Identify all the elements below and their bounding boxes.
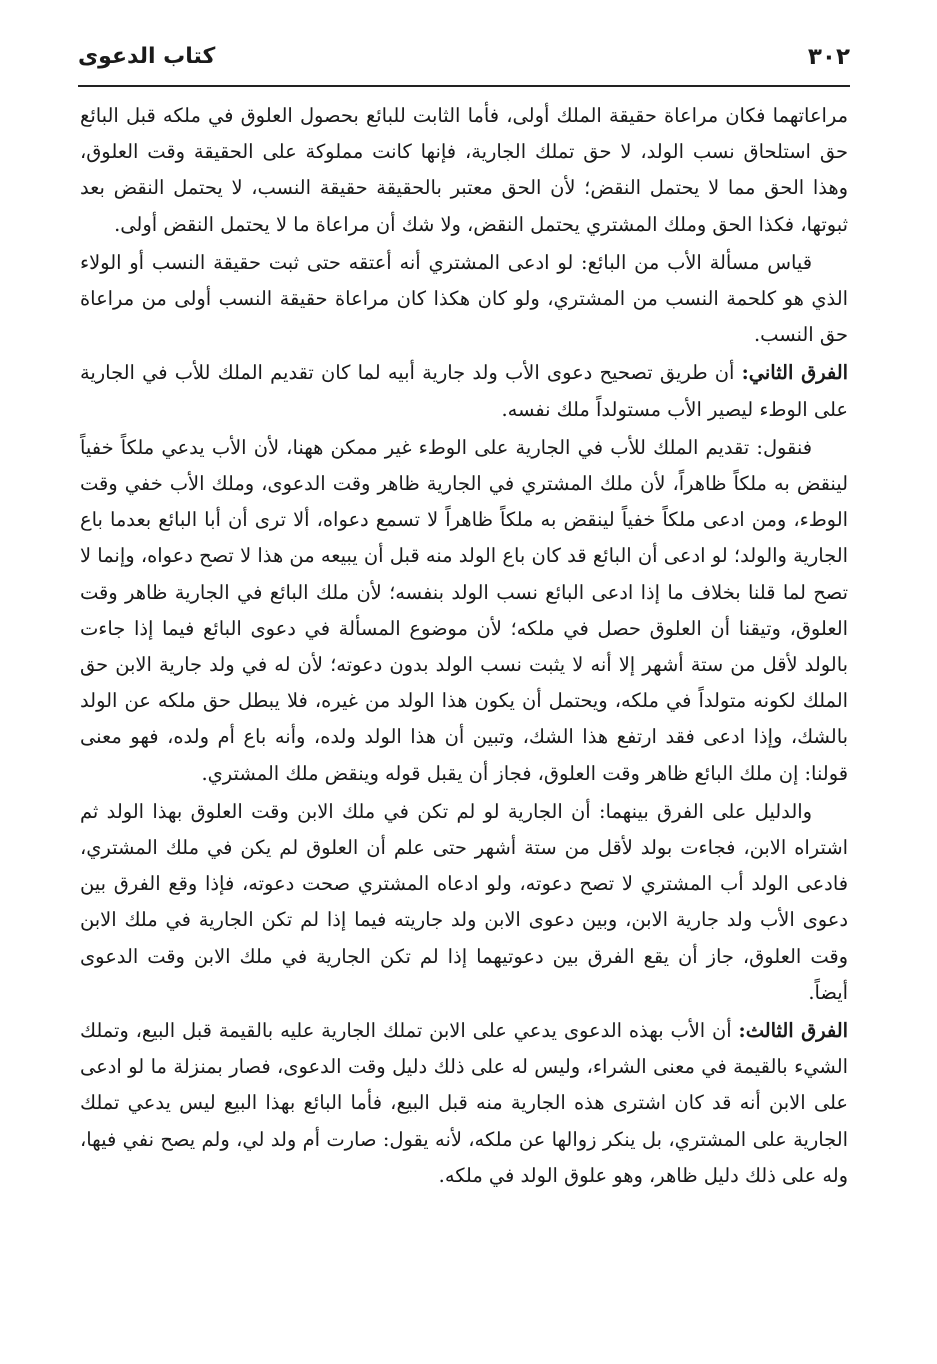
section-heading-third-difference: الفرق الثالث: — [738, 1019, 848, 1043]
paragraph-5 — [80, 794, 848, 1011]
paragraph-text: أن الأب بهذه الدعوى يدعي على الابن تملك الجارية عليه بالقيمة قبل البيع، وتملك الشيء بالقيمة في معنى الشراء، وليس له على ذلك دليل وقت الدعوى، فصار بمنزلة ما لو ادعى على الابن أنه قد كان اشترى هذه الجارية منه قبل البيع، فأما البائع بهذا البيع ليس يدعي تملك الجارية على المشتري، بل ينكر زوالها عن ملكه، لأنه يقول: صارت أم ولد لي، ولم يصح نفي فيها، وله على ذلك دليل ظاهر، وهو علوق الولد في ملكه. — [80, 1019, 848, 1187]
paragraph-1 — [80, 98, 848, 243]
book-title: كتاب الدعوى — [78, 44, 216, 69]
paragraph-4 — [80, 430, 848, 792]
page-number: ٣٠٢ — [807, 44, 850, 70]
paragraph-3 — [80, 355, 848, 427]
paragraph-text: فنقول: تقديم الملك للأب في الجارية على الوطء غير ممكن ههنا، لأن الأب يدعي ملكاً خفياً لينقض به ملكاً ظاهراً، لأن ملك المشتري في الجارية ظاهر وقت الدعوى، وملك الأب خفي وقت الوطء، ومن ادعى ملكاً خفياً لينقض به ملكاً ظاهراً لا تسمع دعواه، ألا ترى أن أبا البائع بعدما باع الجارية والولد؛ لو ادعى أن البائع قد كان باع الولد منه قبل أن يبيعه من هذا لا تصح دعواه، وإنما لا تصح لما قلنا بخلاف ما إذا ادعى البائع نسب الولد بنفسه؛ لأن ملك البائع في الجارية ظاهر وقت العلوق، وتيقنا أن العلوق حصل في ملكه؛ لأن موضوع المسألة في دعوى البائع فيما إذا جاءت بالولد لأقل من ستة أشهر إلا أنه لا يثبت نسب الولد بدون دعوته؛ لأن له في ولد جارية الابن حق الملك لكونه متولداً في ملكه، ويحتمل أن يكون هذا الولد من غيره، فلا يبطل حق ملكه عن الولد بالشك، وإذا ادعى فقد ارتفع هذا الشك، وتبين أن هذا الولد ولده، وأنه باع أم ولده، فهو معنى قولنا: إن ملك البائع ظاهر وقت العلوق، فجاز أن يقبل قوله وينقض ملك المشتري. — [80, 435, 848, 785]
paragraph-2 — [80, 245, 848, 354]
header-divider — [78, 85, 850, 87]
running-header — [78, 40, 850, 80]
paragraph-6 — [80, 1013, 848, 1194]
section-heading-second-difference: الفرق الثاني: — [741, 361, 848, 385]
paragraph-text: مراعاتهما فكان مراعاة حقيقة الملك أولى، فأما الثابت للبائع بحصول العلوق في ملكه قبل البائع حق استلحاق نسب الولد، لا حق تملك الجارية، فإنها كانت مملوكة على الحقيقة وقت العلوق، وهذا الحق مما لا يحتمل النقض؛ لأن الحق معتبر بالحقيقة حقيقة النسب، لا يحتمل النقض بعد ثبوتها، فكذا الحق وملك المشتري يحتمل النقض، ولا شك أن مراعاة ما لا يحتمل النقض أولى. — [80, 104, 848, 236]
paragraph-text: والدليل على الفرق بينهما: أن الجارية لو لم تكن في ملك الابن وقت العلوق بهذا الولد ثم اشتراه الابن، فجاءت بولد لأقل من ستة أشهر حتى علم أن العلوق لم يكن في ملك المشتري، فادعى الولد أب المشتري لا تصح دعوته، ولو ادعاه المشتري صحت دعوته، فإذا وقع الفرق بين دعوى الأب ولد جارية الابن، وبين دعوى الابن ولد جاريته فيما إذا لم تكن الجارية في ملك الابن وقت العلوق، جاز أن يقع الفرق بين دعوتيهما إذا لم تكن الجارية في ملك الابن وقت الدعوى أيضاً. — [80, 799, 848, 1004]
paragraph-text: أن طريق تصحيح دعوى الأب ولد جارية أبيه لما كان تقديم الملك للأب في الجارية على الوطء ليصير الأب مستولداً ملك نفسه. — [80, 361, 848, 421]
page-body — [80, 98, 848, 1194]
paragraph-text: قياس مسألة الأب من البائع: لو ادعى المشتري أنه أعتقه حتى ثبت حقيقة النسب أو الولاء الذي هو كلحمة النسب من المشتري، ولو كان هكذا كان مراعاة حقيقة النسب أولى من مراعاة حق النسب. — [80, 250, 848, 347]
